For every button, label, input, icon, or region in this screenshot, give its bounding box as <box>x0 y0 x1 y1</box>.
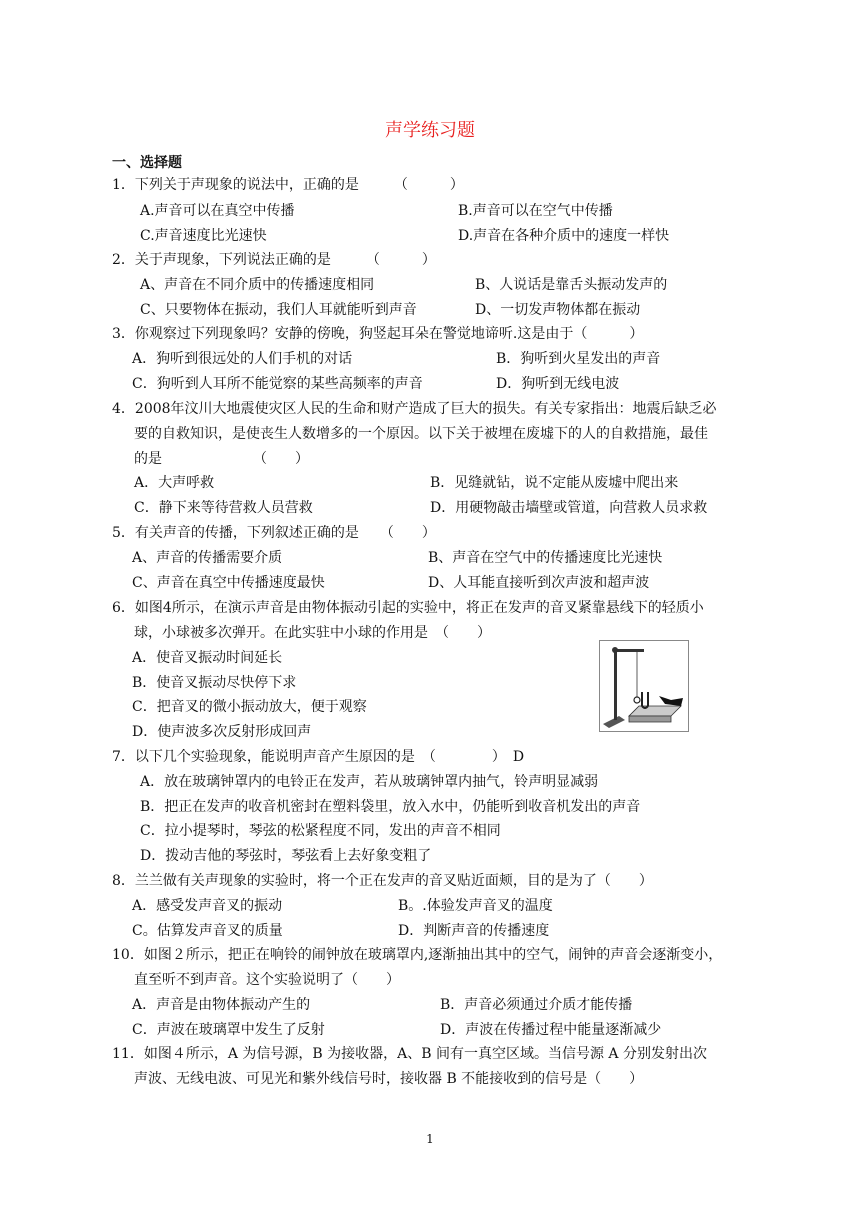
option-b: B、人说话是靠舌头振动发声的 <box>475 277 668 293</box>
section-heading: 一、选择题 <box>112 155 182 171</box>
option-a: A．声音是由物体振动产生的 <box>132 997 311 1013</box>
option-a: A．感受发声音叉的振动 <box>132 898 283 914</box>
option-a: A．使音叉振动时间延长 <box>132 650 283 666</box>
option-d: D．声波在传播过程中能量逐渐减少 <box>440 1022 662 1038</box>
question-stem-cont: 声波、无线电波、可见光和紫外线信号时，接收器 B 不能接收到的信号是（ ） <box>134 1071 644 1087</box>
question-stem-cont: 直至听不到声音。这个实验说明了（ ） <box>134 972 400 988</box>
question-stem: 4．2008年汶川大地震使灾区人民的生命和财产造成了巨大的损失。有关专家指出：地震后缺乏必 <box>112 401 717 417</box>
question-stem: 7．以下几个实验现象，能说明声音产生原因的是 （ ） D <box>112 749 525 765</box>
option-d: D．判断声音的传播速度 <box>398 923 550 939</box>
option-b: B．使音叉振动尽快停下求 <box>132 675 297 691</box>
option-d: D、人耳能直接听到次声波和超声波 <box>428 575 650 591</box>
option-b: B．声音必须通过介质才能传播 <box>440 997 633 1013</box>
question-stem-cont: 的是 （ ） <box>134 451 309 467</box>
option-d: D．拨动吉他的琴弦时，琴弦看上去好象变粗了 <box>140 848 432 864</box>
question-stem: 10．如图２所示，把正在响铃的闹钟放在玻璃罩内,逐渐抽出其中的空气，闹钟的声音会逐渐变小， <box>112 947 723 963</box>
question-stem: 8．兰兰做有关声现象的实验时，将一个正在发声的音叉贴近面颊，目的是为了（ ） <box>112 873 653 889</box>
question-stem-cont: 要的自救知识，是使丧生人数增多的一个原因。以下关于被埋在废墟下的人的自救措施，最佳 <box>134 426 708 442</box>
option-d: D．用硬物敲击墙壁或管道，向营救人员求救 <box>430 500 708 516</box>
page-number: 1 <box>426 1132 434 1146</box>
tuning-fork-pendulum-figure <box>599 640 689 732</box>
option-c: C、只要物体在振动，我们人耳就能听到声音 <box>140 302 417 318</box>
question-stem: 2．关于声现象，下列说法正确的是 （ ） <box>112 252 436 268</box>
option-b: B.声音可以在空气中传播 <box>458 203 613 219</box>
option-d: D、一切发声物体都在振动 <box>475 302 641 318</box>
option-b: B．见缝就钻，说不定能从废墟中爬出来 <box>430 475 679 491</box>
option-b: B．狗听到火星发出的声音 <box>496 351 661 367</box>
option-c: C.声音速度比光速快 <box>140 228 267 244</box>
option-c: C．声波在玻璃罩中发生了反射 <box>132 1022 325 1038</box>
option-a: A．放在玻璃钟罩内的电铃正在发声，若从玻璃钟罩内抽气，铃声明显减弱 <box>140 774 599 790</box>
option-d: D.声音在各种介质中的速度一样快 <box>458 228 670 244</box>
option-a: A、声音的传播需要介质 <box>132 550 283 566</box>
option-d: D．使声波多次反射形成回声 <box>132 724 312 740</box>
option-b: B、声音在空气中的传播速度比光速快 <box>428 550 663 566</box>
page-title: 声学练习题 <box>385 120 475 141</box>
option-b: B．把正在发声的收音机密封在塑料袋里，放入水中，仍能听到收音机发出的声音 <box>140 799 641 815</box>
option-c: C．把音叉的微小振动放大，便于观察 <box>132 699 367 715</box>
question-stem: 6．如图4所示，在演示声音是由物体振动引起的实验中，将正在发声的音叉紧靠悬线下的轻质小 <box>112 600 704 616</box>
option-c: C．狗听到人耳所不能觉察的某些高频率的声音 <box>132 376 423 392</box>
option-a: A．狗听到很远处的人们手机的对话 <box>132 351 353 367</box>
option-a: A.声音可以在真空中传播 <box>140 203 295 219</box>
option-b: B。.体验发声音叉的温度 <box>398 898 553 914</box>
question-stem-cont: 球，小球被多次弹开。在此实驻中小球的作用是 （ ） <box>134 625 491 641</box>
option-c: C．静下来等待营救人员营救 <box>134 500 313 516</box>
question-stem: 1．下列关于声现象的说法中，正确的是 （ ） <box>112 177 464 193</box>
option-a: A．大声呼救 <box>134 475 215 491</box>
option-a: A、声音在不同介质中的传播速度相同 <box>140 277 375 293</box>
option-c: C。估算发声音叉的质量 <box>132 923 283 939</box>
option-c: C．拉小提琴时，琴弦的松紧程度不同，发出的声音不相同 <box>140 823 501 839</box>
question-stem: 3．你观察过下列现象吗？安静的傍晚，狗竖起耳朵在警觉地谛听.这是由于（ ） <box>112 326 644 342</box>
option-c: C、声音在真空中传播速度最快 <box>132 575 325 591</box>
question-stem: 5．有关声音的传播，下列叙述正确的是 （ ） <box>112 525 436 541</box>
option-d: D．狗听到无线电波 <box>496 376 620 392</box>
question-stem: 11．如图４所示，A 为信号源，B 为接收器，A、B 间有一真空区域。当信号源 A 分别发射出次 <box>112 1046 707 1062</box>
